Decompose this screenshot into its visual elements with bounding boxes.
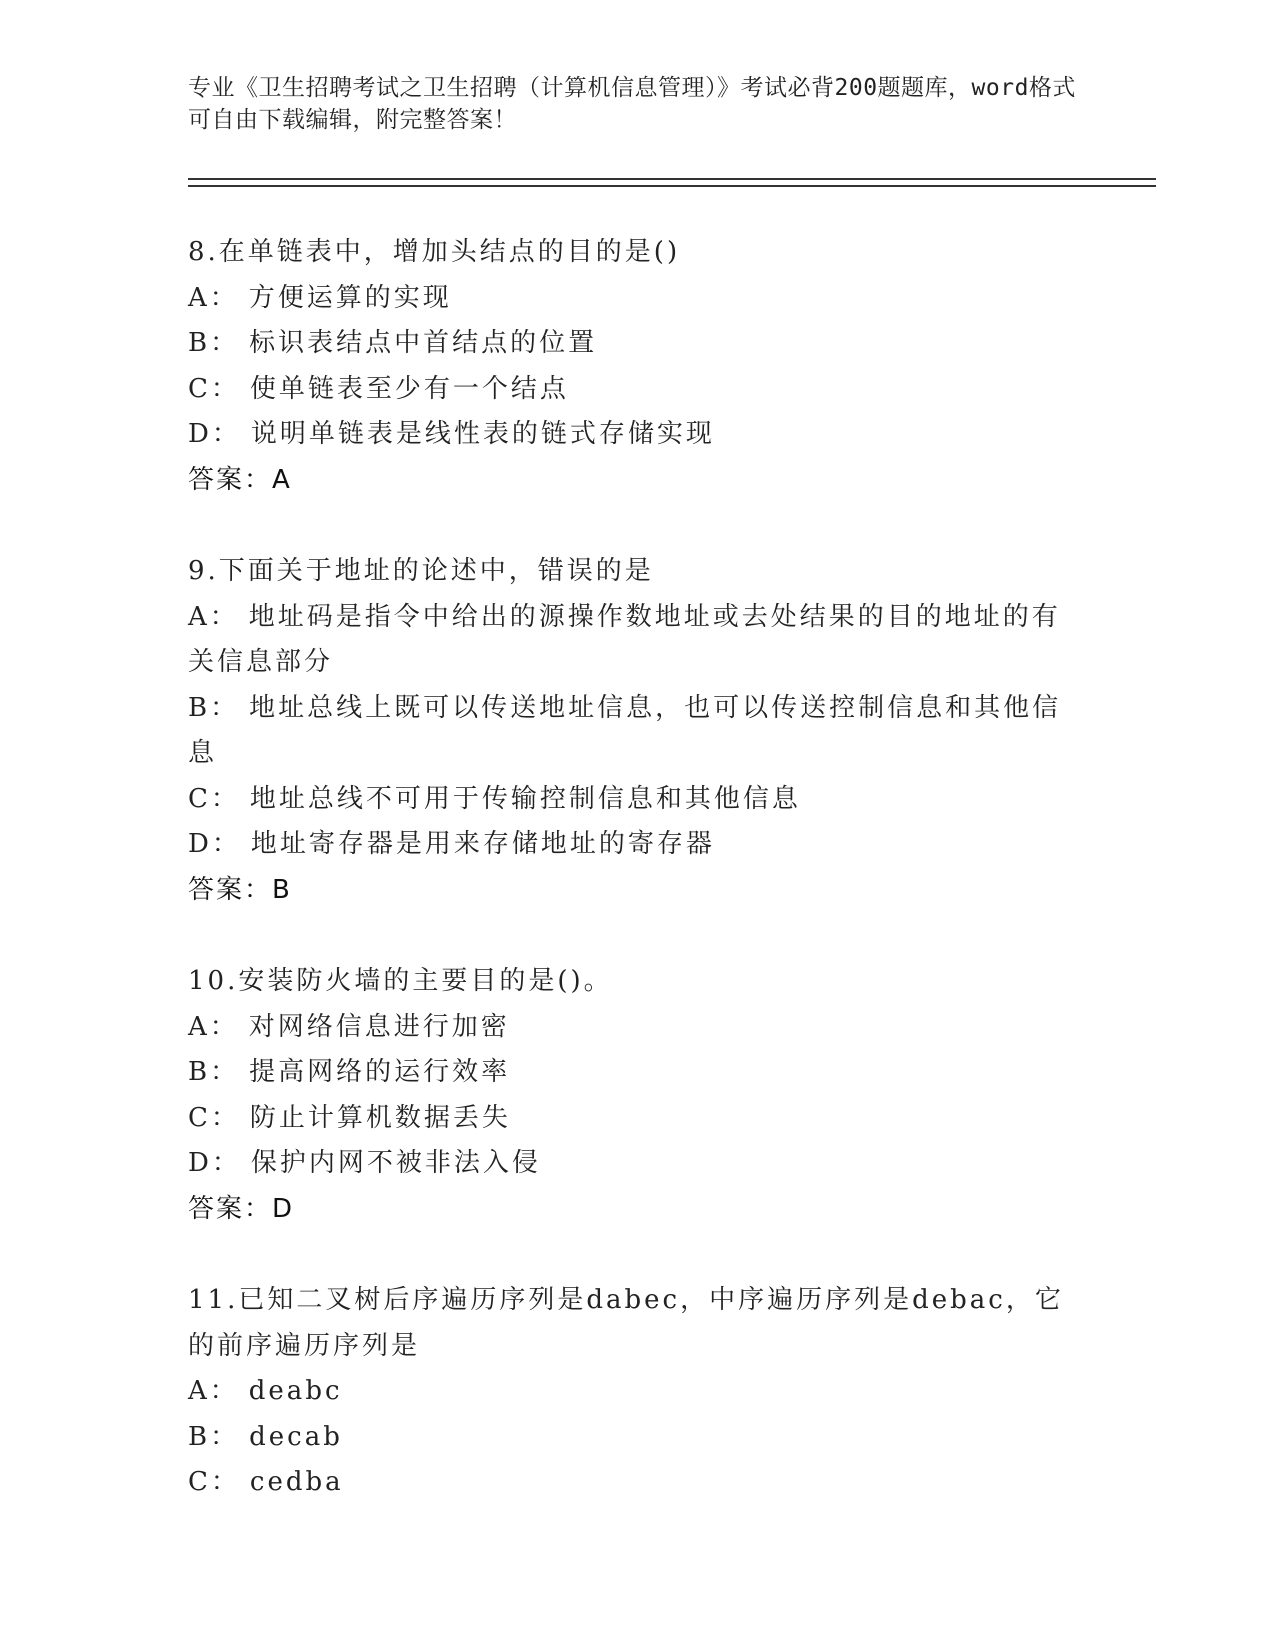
option-text: 提高网络的运行效率 [249, 1057, 511, 1087]
answer-option [188, 1369, 1088, 1415]
question-block [188, 1278, 1088, 1506]
option-text: 地址总线不可用于传输控制信息和其他信息 [249, 783, 801, 814]
question-block [188, 549, 1088, 913]
option-text: 保护内网不被非法入侵 [250, 1148, 541, 1178]
option-letter: C： [188, 1102, 240, 1133]
option-letter: B： [188, 692, 240, 723]
answer-key: 答案：B [188, 874, 292, 905]
option-letter: B： [188, 328, 240, 358]
question-stem: 8.在单链表中，增加头结点的目的是() [188, 237, 681, 267]
answer-option [188, 686, 1088, 777]
answer-key: 答案：D [188, 1193, 295, 1224]
option-letter: C： [188, 1467, 240, 1497]
option-text: 使单链表至少有一个结点 [249, 373, 569, 404]
option-text: deabc [248, 1376, 343, 1406]
answer-option [188, 822, 1088, 868]
question-block [188, 230, 1088, 503]
option-text: cedba [249, 1467, 344, 1497]
answer-option [188, 321, 1088, 367]
option-text: decab [249, 1421, 343, 1452]
option-letter: C： [188, 783, 240, 814]
option-letter: B： [188, 1057, 240, 1087]
option-text: 标识表结点中首结点的位置 [249, 328, 598, 358]
answer-option [188, 1005, 1088, 1051]
option-text: 对网络信息进行加密 [248, 1011, 510, 1042]
answer-option [188, 367, 1088, 413]
option-letter: D： [188, 829, 241, 859]
option-letter: B： [188, 1421, 240, 1452]
answer-option [188, 1141, 1088, 1187]
option-letter: D： [188, 419, 241, 449]
option-letter: C： [188, 373, 240, 404]
option-letter: A： [188, 282, 239, 313]
option-text: 地址寄存器是用来存储地址的寄存器 [250, 829, 715, 859]
answer-option [188, 276, 1088, 322]
question-stem: 11.已知二叉树后序遍历序列是dabec，中序遍历序列是debac，它的前序遍历序列是 [188, 1285, 1064, 1361]
option-letter: A： [188, 1376, 239, 1406]
header-double-rule [188, 178, 1156, 187]
option-text: 地址总线上既可以传送地址信息，也可以传送控制信息和其他信息 [188, 692, 1062, 768]
answer-option [188, 595, 1088, 686]
answer-option [188, 777, 1088, 823]
option-text: 说明单链表是线性表的链式存储实现 [250, 419, 715, 449]
question-list [188, 230, 1088, 1552]
answer-option [188, 412, 1088, 458]
answer-option [188, 1096, 1088, 1142]
option-letter: A： [188, 601, 239, 632]
answer-option [188, 1460, 1088, 1506]
option-letter: D： [188, 1148, 241, 1178]
document-header: 专业《卫生招聘考试之卫生招聘（计算机信息管理）》考试必背200题题库，word格式可自由下载编辑，附完整答案！ [188, 75, 1076, 133]
option-letter: A： [188, 1011, 239, 1042]
question-stem: 10.安装防火墙的主要目的是()。 [188, 966, 613, 996]
option-text: 方便运算的实现 [248, 282, 452, 313]
option-text: 防止计算机数据丢失 [249, 1102, 511, 1133]
question-block [188, 959, 1088, 1232]
option-text: 地址码是指令中给出的源操作数地址或去处结果的目的地址的有关信息部分 [188, 601, 1061, 677]
answer-option [188, 1415, 1088, 1461]
answer-key: 答案：A [188, 464, 292, 495]
answer-option [188, 1050, 1088, 1096]
question-stem: 9.下面关于地址的论述中，错误的是 [188, 556, 654, 586]
